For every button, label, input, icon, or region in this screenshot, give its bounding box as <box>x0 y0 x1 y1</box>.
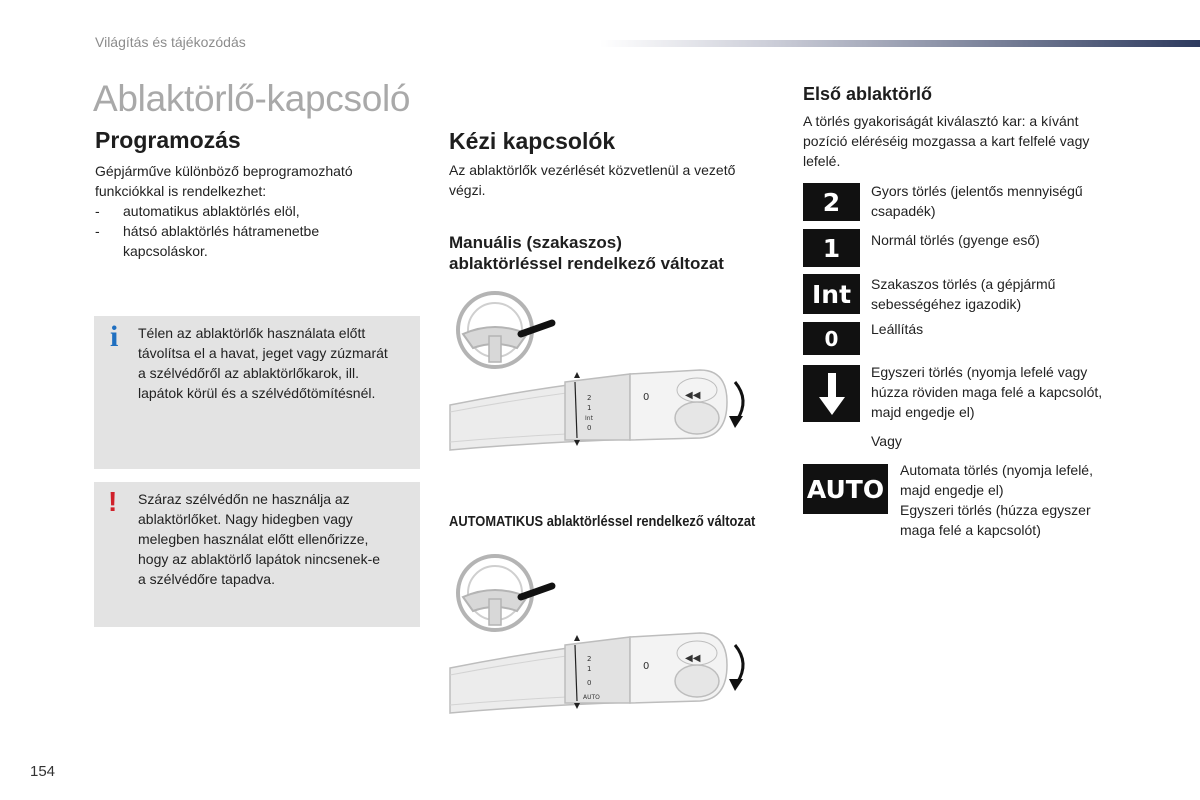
note-line: ablaktörlőket. Nagy hidegben vagy <box>138 511 353 527</box>
manual-controls-intro <box>449 160 779 200</box>
warning-note <box>94 482 420 627</box>
note-line: lapátok körül és a szélvédőtömítésnél. <box>138 385 376 401</box>
lever-label-0: 0 <box>587 424 592 432</box>
front-wiper-intro <box>803 111 1143 171</box>
note-line: távolítsa el a havat, jeget vagy zúzmarát <box>138 345 388 361</box>
bullet-dash: - <box>95 223 100 239</box>
mode-badge-0: 0 <box>803 322 860 355</box>
warning-icon: ! <box>108 486 118 517</box>
manual-controls-intro-line: Az ablaktörlők vezérlését közvetlenül a vezető <box>449 162 736 178</box>
lever-label-0: 0 <box>587 679 592 687</box>
mode-line: húzza röviden maga felé a kapcsolót, <box>871 384 1103 400</box>
mode-badge-auto: AUTO <box>803 464 888 514</box>
mode-description-int <box>871 274 1055 314</box>
info-note-text <box>138 323 414 403</box>
info-note <box>94 316 420 469</box>
bullet-item <box>95 221 415 261</box>
note-line: hogy az ablaktörlő lapátok nincsenek-e <box>138 551 381 567</box>
mode-line: Szakaszos törlés (a gépjármű <box>871 276 1056 292</box>
wiper-stalk <box>450 633 743 713</box>
front-wiper-heading: Első ablaktörlő <box>803 84 933 104</box>
mode-line: csapadék) <box>871 203 936 219</box>
rear-wiper-symbol: ◀◀ <box>685 653 701 664</box>
mode-description-2 <box>871 181 1083 221</box>
mode-badge-int: Int <box>803 274 860 314</box>
lever-label-1: 1 <box>587 404 592 412</box>
auto-variant-heading: AUTOMATIKUS ablaktörléssel rendelkező változat <box>449 513 756 530</box>
lever-label-2: 2 <box>587 655 592 663</box>
mode-badge-2: 2 <box>803 183 860 221</box>
lever-label-auto: AUTO <box>583 694 600 701</box>
programming-intro-line: funkciókkal is rendelkezhet: <box>95 183 267 199</box>
lever-label-0: 0 <box>643 661 650 672</box>
lever-label-2: 2 <box>587 394 592 402</box>
front-wiper-intro-line: lefelé. <box>803 153 841 169</box>
programming-intro-line: Gépjárműve különböző beprogramozható <box>95 163 353 179</box>
steering-wheel-icon <box>458 556 552 630</box>
lever-label-0: 0 <box>643 392 650 403</box>
mode-description-single <box>871 362 1102 422</box>
header-bar <box>600 40 1200 47</box>
manual-variant-heading-line: ablaktörléssel rendelkező változat <box>449 254 724 273</box>
mode-line: Egyszeri törlés (nyomja lefelé vagy <box>871 364 1088 380</box>
down-arrow-icon <box>803 365 860 422</box>
note-line: a szélvédőről az ablaktörlőkarok, ill. <box>138 365 359 381</box>
mode-line: Normál törlés (gyenge eső) <box>871 232 1040 248</box>
manual-controls-intro-line: végzi. <box>449 182 486 198</box>
mode-line: Leállítás <box>871 321 924 337</box>
lever-label-int: Int <box>585 415 593 422</box>
mode-description-1 <box>871 230 1040 250</box>
mode-line: Gyors törlés (jelentős mennyiségű <box>871 183 1083 199</box>
note-line: Télen az ablaktörlők használata előtt <box>138 325 366 341</box>
manual-controls-heading: Kézi kapcsolók <box>449 128 616 154</box>
mode-description-0 <box>871 319 923 339</box>
mode-line: majd engedje el) <box>871 404 975 420</box>
steering-wheel-icon <box>458 293 552 367</box>
mode-line: maga felé a kapcsolót) <box>900 522 1041 538</box>
page-number: 154 <box>30 763 56 780</box>
bullet-item <box>95 201 415 221</box>
warning-note-text <box>138 489 414 589</box>
bullet-text: kapcsoláskor. <box>123 243 208 259</box>
bullet-dash: - <box>95 203 100 219</box>
programming-heading: Programozás <box>95 127 241 153</box>
page-title: Ablaktörlő-kapcsoló <box>93 78 411 119</box>
mode-line: sebességéhez igazodik) <box>871 296 1022 312</box>
note-line: Száraz szélvédőn ne használja az <box>138 491 350 507</box>
mode-line: majd engedje el) <box>900 482 1004 498</box>
mode-line: Egyszeri törlés (húzza egyszer <box>900 502 1091 518</box>
manual-variant-heading <box>449 232 724 274</box>
front-wiper-intro-line: A törlés gyakoriságát kiválasztó kar: a kívánt <box>803 113 1079 129</box>
mode-badge-1: 1 <box>803 229 860 267</box>
note-line: melegben használat előtt ellenőrizze, <box>138 531 369 547</box>
auto-wiper-lever-illustration <box>445 553 770 728</box>
or-text: Vagy <box>871 433 902 449</box>
info-icon: i <box>110 320 119 353</box>
manual-wiper-lever-illustration <box>445 290 770 465</box>
manual-variant-heading-line: Manuális (szakaszos) <box>449 233 622 252</box>
bullet-text: hátsó ablaktörlés hátramenetbe <box>123 223 320 239</box>
section-header: Világítás és tájékozódás <box>95 34 246 50</box>
front-wiper-intro-line: pozíció eléréséig mozgassa a kart felfelé vagy <box>803 133 1090 149</box>
mode-description-auto <box>900 460 1093 540</box>
mode-line: Automata törlés (nyomja lefelé, <box>900 462 1093 478</box>
note-line: a szélvédőre tapadva. <box>138 571 275 587</box>
bullet-text: automatikus ablaktörlés elöl, <box>123 203 300 219</box>
wiper-stalk <box>450 370 743 450</box>
rear-wiper-symbol: ◀◀ <box>685 390 701 401</box>
lever-label-1: 1 <box>587 665 592 673</box>
down-arrow-glyph <box>817 371 847 417</box>
programming-intro <box>95 161 415 261</box>
